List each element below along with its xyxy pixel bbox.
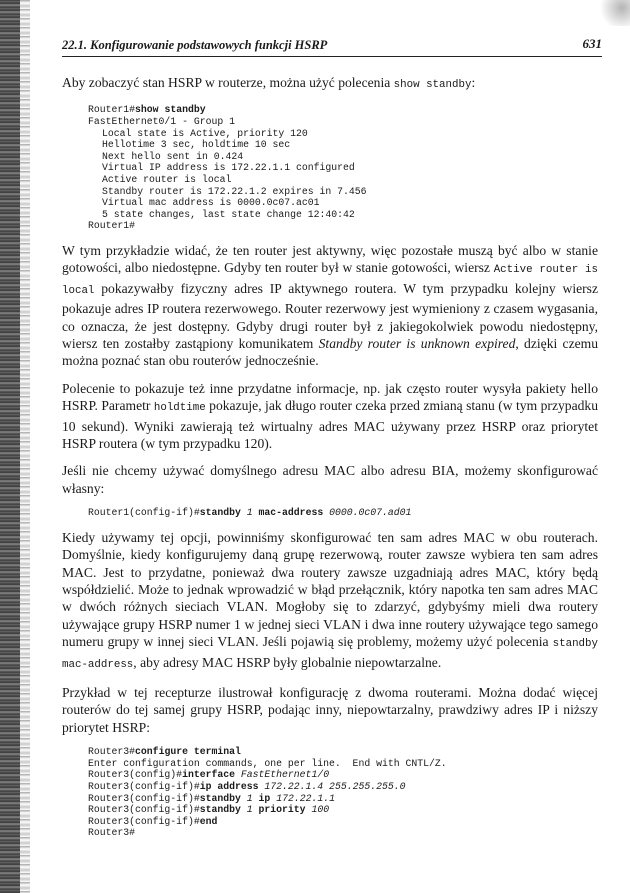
- scan-binding-edge: [0, 0, 20, 893]
- cli-command: interface: [182, 769, 235, 781]
- code-line: [88, 746, 598, 758]
- code-line: Virtual mac address is 0000.0c07.ac01: [102, 197, 320, 209]
- cli-argument: 1: [246, 792, 253, 804]
- paragraph-text: pokazuje, jak długo router czeka przed zmianą stanu (w tym przypadku 10 sekund). Wyniki zawierają też wirtualny adres MAC używany przez HSRP oraz priorytet HSRP routera (w tym przypadku 120).: [62, 398, 598, 451]
- paragraph-text: , aby adresy MAC HSRP były globalnie niepowtarzalne.: [133, 654, 442, 670]
- cli-argument: 1: [246, 507, 253, 519]
- paragraph-custom-mac: Jeśli nie chcemy używać domyślnego adresu MAC albo adresu BIA, możemy skonfigurować własny:: [62, 463, 598, 496]
- cli-command: ip: [258, 792, 271, 804]
- code-line: [88, 781, 598, 793]
- cli-prompt: Router1#: [88, 104, 136, 116]
- cli-command: configure terminal: [135, 746, 241, 758]
- code-line: FastEthernet0/1 - Group 1: [88, 116, 235, 127]
- paragraph-text: W tym przykładzie widać, że ten router jest aktywny, więc pozostałe muszą być albo w stanie gotowości, albo niedostępne. Gdyby ten router był w stanie gotowości, wiersz: [62, 242, 598, 276]
- cli-argument: FastEthernet1/0: [240, 769, 330, 781]
- paragraph-mac-explanation: [62, 529, 598, 674]
- code-block-mac-address: [88, 507, 598, 519]
- paragraph-holdtime: [62, 380, 598, 453]
- paragraph-more-routers: Przykład w tej recepturze ilustrował konfigurację z dwoma routerami. Można dodać więcej routerów do tej samej grupy HSRP, podając inny, niepowtarzalny, prawdziwy adres IP i niższy priorytet HSRP:: [62, 685, 598, 735]
- code-line: Active router is local: [102, 173, 232, 185]
- cli-argument: 172.22.1.1: [276, 792, 335, 804]
- paragraph-intro: [62, 74, 598, 94]
- page-number: 631: [582, 36, 602, 51]
- cli-argument: 100: [311, 804, 330, 816]
- cli-prompt: Router3(config-if)#: [88, 804, 200, 816]
- code-line: Enter configuration commands, one per line. End with CNTL/Z.: [88, 757, 447, 769]
- paragraph-text: :: [471, 75, 476, 90]
- code-line: [88, 769, 598, 781]
- cli-command: standby: [199, 507, 241, 519]
- inline-code: standby mac-address: [62, 638, 598, 671]
- code-line: Standby router is 172.22.1.2 expires in 7.456: [102, 185, 367, 197]
- cli-prompt: Router3(config-if)#: [88, 781, 200, 793]
- code-line: Local state is Active, priority 120: [102, 127, 308, 139]
- cli-command: end: [199, 815, 218, 827]
- code-line: [88, 816, 598, 828]
- code-line: Next hello sent in 0.424: [102, 150, 244, 162]
- code-line: [88, 507, 598, 519]
- inline-code: show standby: [393, 79, 472, 91]
- paragraph-text: pokazywałby fizyczny adres IP aktywnego routera. W tym przypadku kolejny wiersz pokazuje adres IP routera rezerwowego. Router rezerwowy jest wymieniony z czasem wygasania, co oznacza, że jest dostępny. Gdyby drugi router był z jakiegokolwiek powodu niedostępny, wiersz ten zostałby zastąpiony komunikatem: [62, 280, 598, 351]
- running-header-title: 22.1. Konfigurowanie podstawowych funkcji HSRP: [62, 38, 328, 52]
- paragraph-text: , dzięki czemu można poznać stan obu routerów jednocześnie.: [62, 335, 599, 369]
- code-line: [88, 793, 598, 805]
- page-body: [62, 74, 598, 849]
- cli-command: ip address: [199, 781, 259, 793]
- cli-command: show standby: [135, 104, 206, 116]
- paragraph-active-router: [62, 242, 598, 370]
- code-line: Hellotime 3 sec, holdtime 10 sec: [102, 139, 291, 151]
- cli-argument: 1: [246, 804, 253, 816]
- paragraph-text: Aby zobaczyć stan HSRP w routerze, można użyć polecenia: [62, 75, 394, 90]
- scan-corner-noise: [590, 0, 630, 26]
- inline-code: holdtime: [153, 402, 206, 415]
- code-line: Router1#: [88, 220, 136, 232]
- cli-prompt: Router3(config-if)#: [88, 792, 200, 804]
- paragraph-text: Polecenie to pokazuje też inne przydatne informacje, np. jak często router wysyła pakiety hello HSRP. Parametr: [62, 380, 598, 414]
- code-line: Router3#: [88, 827, 136, 839]
- paragraph-text: Kiedy używamy tej opcji, powinniśmy skonfigurować ten sam adres MAC w obu routerach. Domyślnie, kiedy konfigurujemy daną grupę rezerwową, router zawsze wybiera ten sam adres MAC. Jest to przydatne, ponieważ dwa routery zawsze uzgadniają adres MAC, który będą współdzielić. Może to jednak wprowadzić w błąd przełącznik, który napotka ten sam adres MAC w dwóch różnych sieciach VLAN. Mogłoby się to zdarzyć, gdybyśmy mieli dwa routery używające grupy HSRP numer 1 w jednej sieci VLAN i dwa inne routery używające tego samego numeru grupy w innej sieci VLAN. Jeśli pojawią się problemy, możemy użyć polecenia: [62, 529, 598, 650]
- code-line: [88, 804, 598, 816]
- cli-prompt: Router3(config)#: [88, 769, 183, 781]
- running-header: [62, 36, 602, 57]
- emphasis-text: Standby router is unknown expired: [318, 335, 516, 351]
- cli-command: standby: [199, 804, 241, 816]
- code-line: Virtual IP address is 172.22.1.1 configured: [102, 162, 355, 174]
- code-line: 5 state changes, last state change 12:40:42: [102, 208, 355, 220]
- cli-command: standby: [199, 792, 241, 804]
- code-block-router3-config: [88, 746, 598, 839]
- cli-prompt: Router1(config-if)#: [88, 507, 200, 519]
- cli-command: mac-address: [258, 507, 324, 519]
- inline-code: Active router is local: [62, 264, 599, 297]
- cli-prompt: Router3#: [88, 746, 136, 758]
- code-line: [88, 104, 598, 116]
- code-block-show-standby: [88, 104, 598, 232]
- cli-argument: 0000.0c07.ad01: [329, 507, 412, 519]
- cli-prompt: Router3(config-if)#: [88, 815, 200, 827]
- cli-argument: 172.22.1.4 255.255.255.0: [264, 781, 406, 793]
- cli-command: priority: [258, 804, 306, 816]
